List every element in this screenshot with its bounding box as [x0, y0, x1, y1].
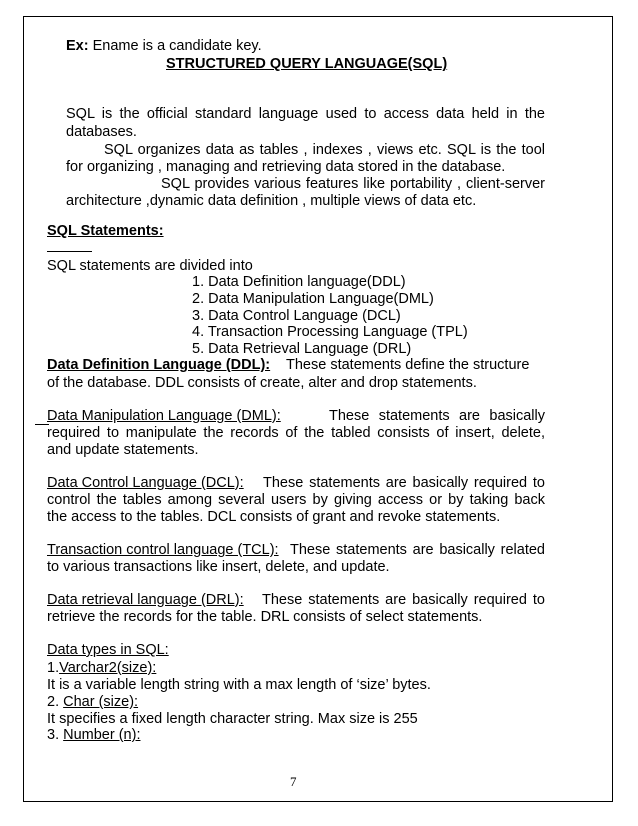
ddl-line2: of the database. DDL consists of create, alter and drop statements. — [47, 375, 477, 391]
datatype-2-name: Char (size): — [63, 694, 139, 710]
drl-line1: These statements are basically required to — [262, 592, 545, 608]
datatype-3-title — [47, 727, 140, 744]
datatype-1-number: 1. — [47, 660, 60, 676]
statement-type-item: 5. Data Retrieval Language (DRL) — [192, 341, 412, 357]
example-label: Ex: — [66, 38, 89, 54]
intro-p2-line2: for organizing , managing and retrieving data stored in the database. — [66, 159, 506, 175]
statement-type-item: 4. Transaction Processing Language (TPL) — [192, 324, 468, 340]
page-title: STRUCTURED QUERY LANGUAGE(SQL) — [166, 56, 448, 72]
datatype-1-title — [47, 660, 156, 677]
drl-line2: retrieve the records for the table. DRL consists of select statements. — [47, 609, 483, 625]
intro-p3-line1: SQL provides various features like portability , client-server — [161, 176, 545, 192]
dml-line2: required to manipulate the records of the tabled consists of insert, delete, — [47, 425, 545, 441]
dml-line1: These statements are basically — [329, 408, 545, 424]
ddl-line1: These statements define the structure — [286, 357, 530, 373]
datatype-1-name: Varchar2(size): — [59, 660, 157, 676]
intro-p1-line1: SQL is the official standard language used to access data held in the — [66, 106, 545, 122]
datatype-3-number: 3. — [47, 727, 60, 743]
separator-rule — [47, 251, 92, 252]
datatypes-heading: Data types in SQL: — [47, 642, 169, 658]
dml-heading: Data Manipulation Language (DML): — [47, 408, 281, 424]
example-text: Ename is a candidate key. — [92, 38, 262, 54]
statement-type-item: 2. Data Manipulation Language(DML) — [192, 291, 434, 307]
divided-into-text: SQL statements are divided into — [47, 258, 253, 274]
intro-p3-line2: architecture ,dynamic data definition , multiple views of data etc. — [66, 193, 477, 209]
dcl-heading: Data Control Language (DCL): — [47, 475, 244, 491]
dcl-line2: control the tables among several users by giving access or by taking back — [47, 492, 545, 508]
intro-p2-line1: SQL organizes data as tables , indexes , views etc. SQL is the tool — [104, 142, 545, 158]
dcl-line1: These statements are basically required to — [263, 475, 545, 491]
tcl-line1: These statements are basically related — [290, 542, 545, 558]
drl-heading: Data retrieval language (DRL): — [47, 592, 244, 608]
datatype-3-name: Number (n): — [63, 727, 141, 743]
datatype-2-number: 2. — [47, 694, 60, 710]
datatype-2-title — [47, 694, 138, 711]
dml-line3: and update statements. — [47, 442, 199, 458]
datatype-1-description: It is a variable length string with a max length of ‘size’ bytes. — [47, 677, 431, 693]
statement-type-item: 3. Data Control Language (DCL) — [192, 308, 401, 324]
tcl-heading: Transaction control language (TCL): — [47, 542, 279, 558]
page-number: 7 — [290, 774, 297, 789]
dcl-line3: the access to the tables. DCL consists of grant and revoke statements. — [47, 509, 501, 525]
example-line — [66, 38, 262, 55]
statement-type-item: 1. Data Definition language(DDL) — [192, 274, 406, 290]
intro-p1-line2: databases. — [66, 124, 137, 140]
statements-heading: SQL Statements: — [47, 223, 164, 239]
ddl-heading: Data Definition Language (DDL): — [47, 357, 271, 373]
tcl-line2: to various transactions like insert, delete, and update. — [47, 559, 390, 575]
datatype-2-description: It specifies a fixed length character string. Max size is 255 — [47, 711, 418, 727]
